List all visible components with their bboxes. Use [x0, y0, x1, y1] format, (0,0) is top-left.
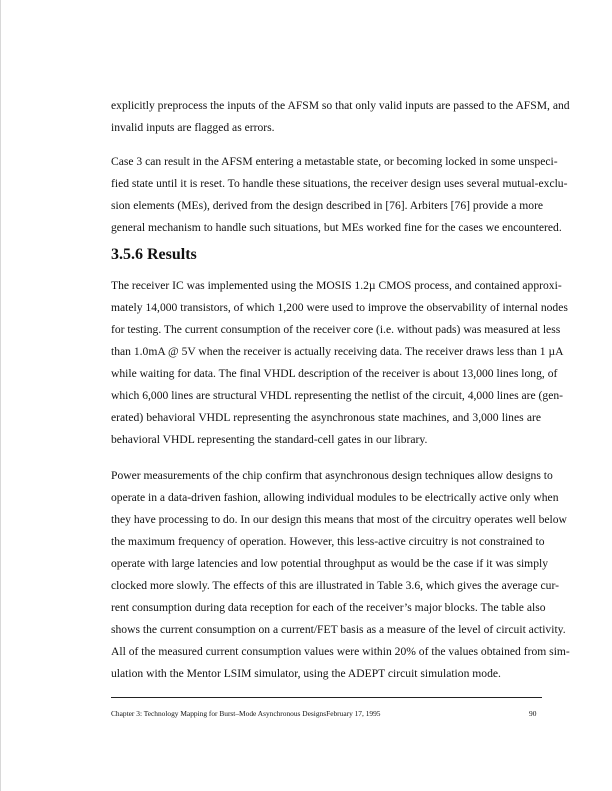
text-line: behavioral VHDL representing the standard-cell gates in our library.: [111, 433, 428, 446]
text-line: the maximum frequency of operation. However, this less-active circuitry is not constrained to: [111, 535, 545, 548]
text-line: The receiver IC was implemented using the MOSIS 1.2µ CMOS process, and contained approxi-: [111, 279, 562, 292]
text-line: shows the current consumption on a current/FET basis as a measure of the level of circuit activity.: [111, 623, 566, 636]
page-number: 90: [529, 709, 537, 718]
text-line: Case 3 can result in the AFSM entering a metastable state, or becoming locked in some unspeci-: [111, 155, 558, 168]
text-line: operate with large latencies and low potential throughput as would be the case if it was simply: [111, 557, 549, 570]
text-line: they have processing to do. In our design this means that most of the circuitry operates well below: [111, 513, 567, 526]
text-line: while waiting for data. The final VHDL description of the receiver is about 13,000 lines long, of: [111, 367, 558, 380]
text-line: operate in a data-driven fashion, allowing individual modules to be electrically active only when: [111, 491, 559, 504]
text-line: mately 14,000 transistors, of which 1,200 were used to improve the observability of internal nodes: [111, 301, 568, 314]
text-line: invalid inputs are flagged as errors.: [111, 121, 275, 134]
text-line: ulation with the Mentor LSIM simulator, using the ADEPT circuit simulation mode.: [111, 667, 501, 680]
text-line: erated) behavioral VHDL representing the asynchronous state machines, and 3,000 lines are: [111, 411, 541, 424]
text-line: rent consumption during data reception for each of the receiver’s major blocks. The table also: [111, 601, 546, 614]
text-line: clocked more slowly. The effects of this are illustrated in Table 3.6, which gives the average cur-: [111, 579, 559, 592]
paragraph-power: [111, 465, 570, 685]
text-line: sion elements (MEs), derived from the design described in [76]. Arbiters [76] provide a more: [111, 199, 544, 212]
paragraph-preprocess: [111, 95, 570, 139]
section-heading: 3.5.6 Results: [111, 246, 197, 263]
footer-rule: [111, 697, 542, 698]
text-line: than 1.0mA @ 5V when the receiver is actually receiving data. The receiver draws less than 1 µA: [111, 345, 564, 358]
text-line: fied state until it is reset. To handle these situations, the receiver design uses several mutual-exclu-: [111, 177, 568, 190]
paragraph-results: [111, 275, 568, 451]
paragraph-case3: [111, 151, 568, 239]
text-line: for testing. The current consumption of the receiver core (i.e. without pads) was measured at less: [111, 323, 561, 336]
text-line: Power measurements of the chip confirm that asynchronous design techniques allow designs to: [111, 469, 553, 482]
page-edge: [0, 0, 1, 791]
footer-chapter-title: Chapter 3: Technology Mapping for Burst–Mode Asynchronous DesignsFebruary 17, 1995: [111, 709, 381, 718]
text-line: general mechanism to handle such situations, but MEs worked fine for the cases we encountered.: [111, 221, 562, 234]
text-line: All of the measured current consumption values were within 20% of the values obtained from sim-: [111, 645, 570, 658]
text-line: explicitly preprocess the inputs of the AFSM so that only valid inputs are passed to the AFSM, and: [111, 99, 570, 112]
text-line: which 6,000 lines are structural VHDL representing the netlist of the circuit, 4,000 lines are (gen-: [111, 389, 564, 402]
